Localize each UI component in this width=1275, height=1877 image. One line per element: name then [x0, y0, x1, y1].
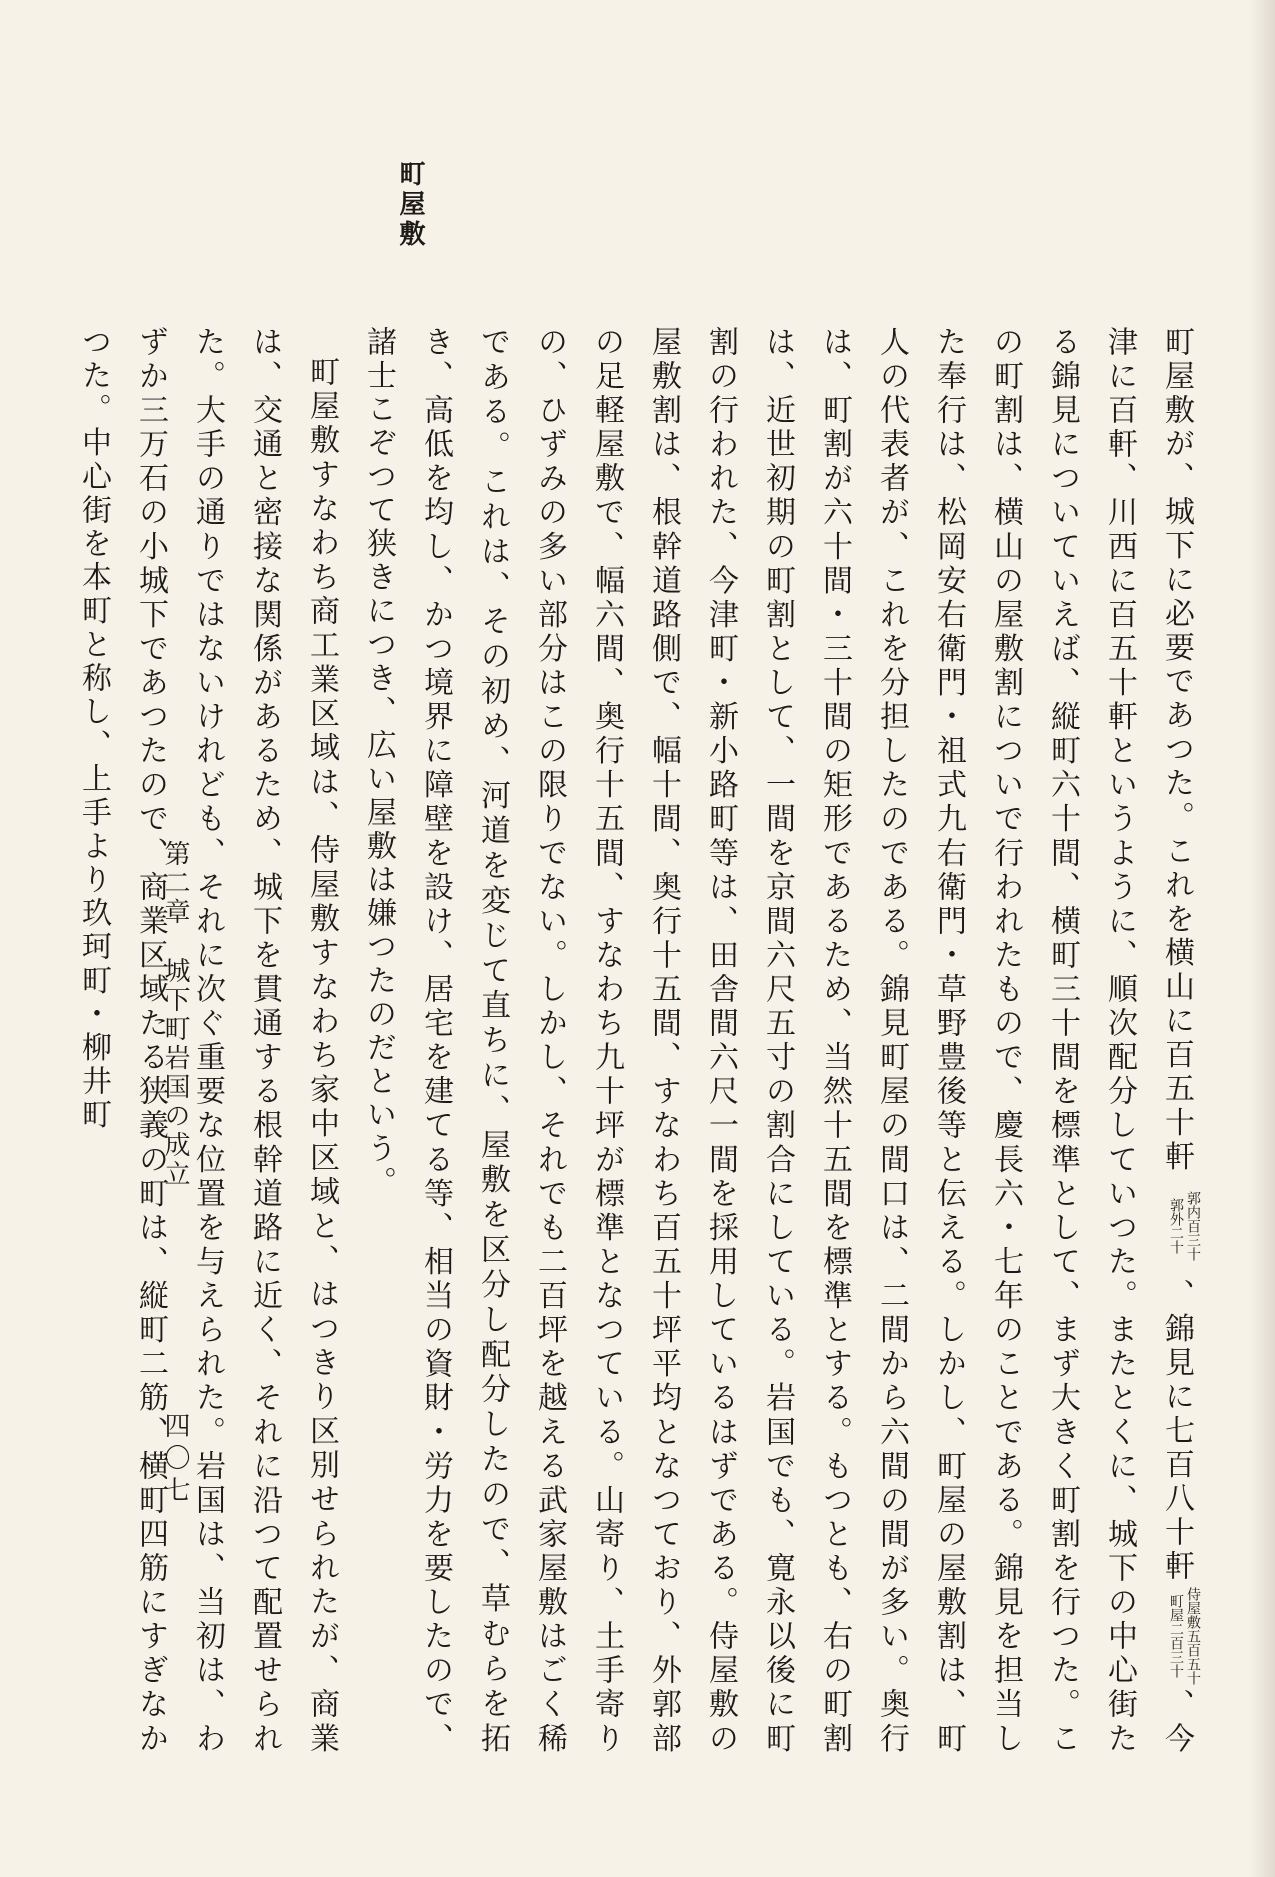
- inline-note-line: 町屋二百三十: [1168, 1594, 1184, 1679]
- paragraph: [65, 326, 350, 1756]
- text-run: 町屋敷すなわち商工業区域は、侍屋敷すなわち家中区域と、はつきり区別せられたが、商業は、交通と密接な関係があるため、城下を貫通する根幹道路に近く、それに沿つて配置せられた。大手の通りではないけれども、それに次ぐ重要な位置を与えられた。岩国は、当初は、わずか三万石の小城下であつたので、商業区域たる狭義の町は、縦町二筋、横町四筋にすぎなかつた。中心街を本町と称し、上手より玖珂町・柳井町: [76, 326, 339, 1756]
- text-run: 、錦見に七百八十軒: [1159, 1278, 1194, 1585]
- running-footer: [157, 840, 194, 1189]
- inline-note-line: 郭外二十: [1168, 1198, 1184, 1255]
- body-text: [65, 326, 1205, 1756]
- paragraph: [350, 326, 1205, 1756]
- section-heading: 町屋敷: [395, 160, 425, 250]
- inline-note-line: 侍屋敷五百五十: [1185, 1587, 1201, 1686]
- spine-shadow: [1249, 0, 1275, 1877]
- inline-note-line: 郭内百三十: [1185, 1191, 1201, 1262]
- text-run: 町屋敷が、城下に必要であつた。これを横山に百五十軒: [1159, 326, 1194, 1175]
- text-run: 、今津に百軒、川西に百五十軒というように、順次配分していつた。またとくに、城下の中心街たる錦見についていえば、縦町六十間、横町三十間を標準として、まず大きく町割を行つた。この町割は、横山の屋敷割についで行われたもので、慶長六・七年のことである。錦見を担当した奉行は、松岡安右衛門・祖式九右衛門・草野豊後等と伝える。しかし、町屋の屋敷割は、町人の代表者が、これを分担したのである。錦見町屋の間口は、二間から六間の間が多い。奥行は、町割が六十間・三十間の矩形であるため、当然十五間を標準とする。もつとも、右の町割は、近世初期の町割として、一間を京間六尺五寸の割合にしている。岩国でも、寛永以後に町割の行われた、今津町・新小路町等は、田舎間六尺一間を採用しているはずである。侍屋敷の屋敷割は、根幹道路側で、幅十間、奥行十五間、すなわち百五十坪平均となつており、外郭部の足軽屋敷で、幅六間、奥行十五間、すなわち九十坪が標準となつている。山寄り、土手寄りの、ひずみの多い部分はこの限りでない。しかし、それでも二百坪を越える武家屋敷はごく稀である。これは、その初め、河道を変じて直ちに、屋敷を区分し配分したので、草むらを拓き、高低を均し、かつ境界に障壁を設け、居宅を建てる等、相当の資財・労力を要したので、諸士こぞつて狭きにつき、広い屋敷は嫌つたのだという。: [361, 326, 1194, 1756]
- inline-note: [1167, 1174, 1201, 1278]
- chapter-number: 第二章: [160, 840, 190, 927]
- chapter-title: 城下町岩国の成立: [160, 957, 190, 1189]
- page-number: 四〇七: [160, 1412, 190, 1508]
- inline-note: [1167, 1584, 1201, 1688]
